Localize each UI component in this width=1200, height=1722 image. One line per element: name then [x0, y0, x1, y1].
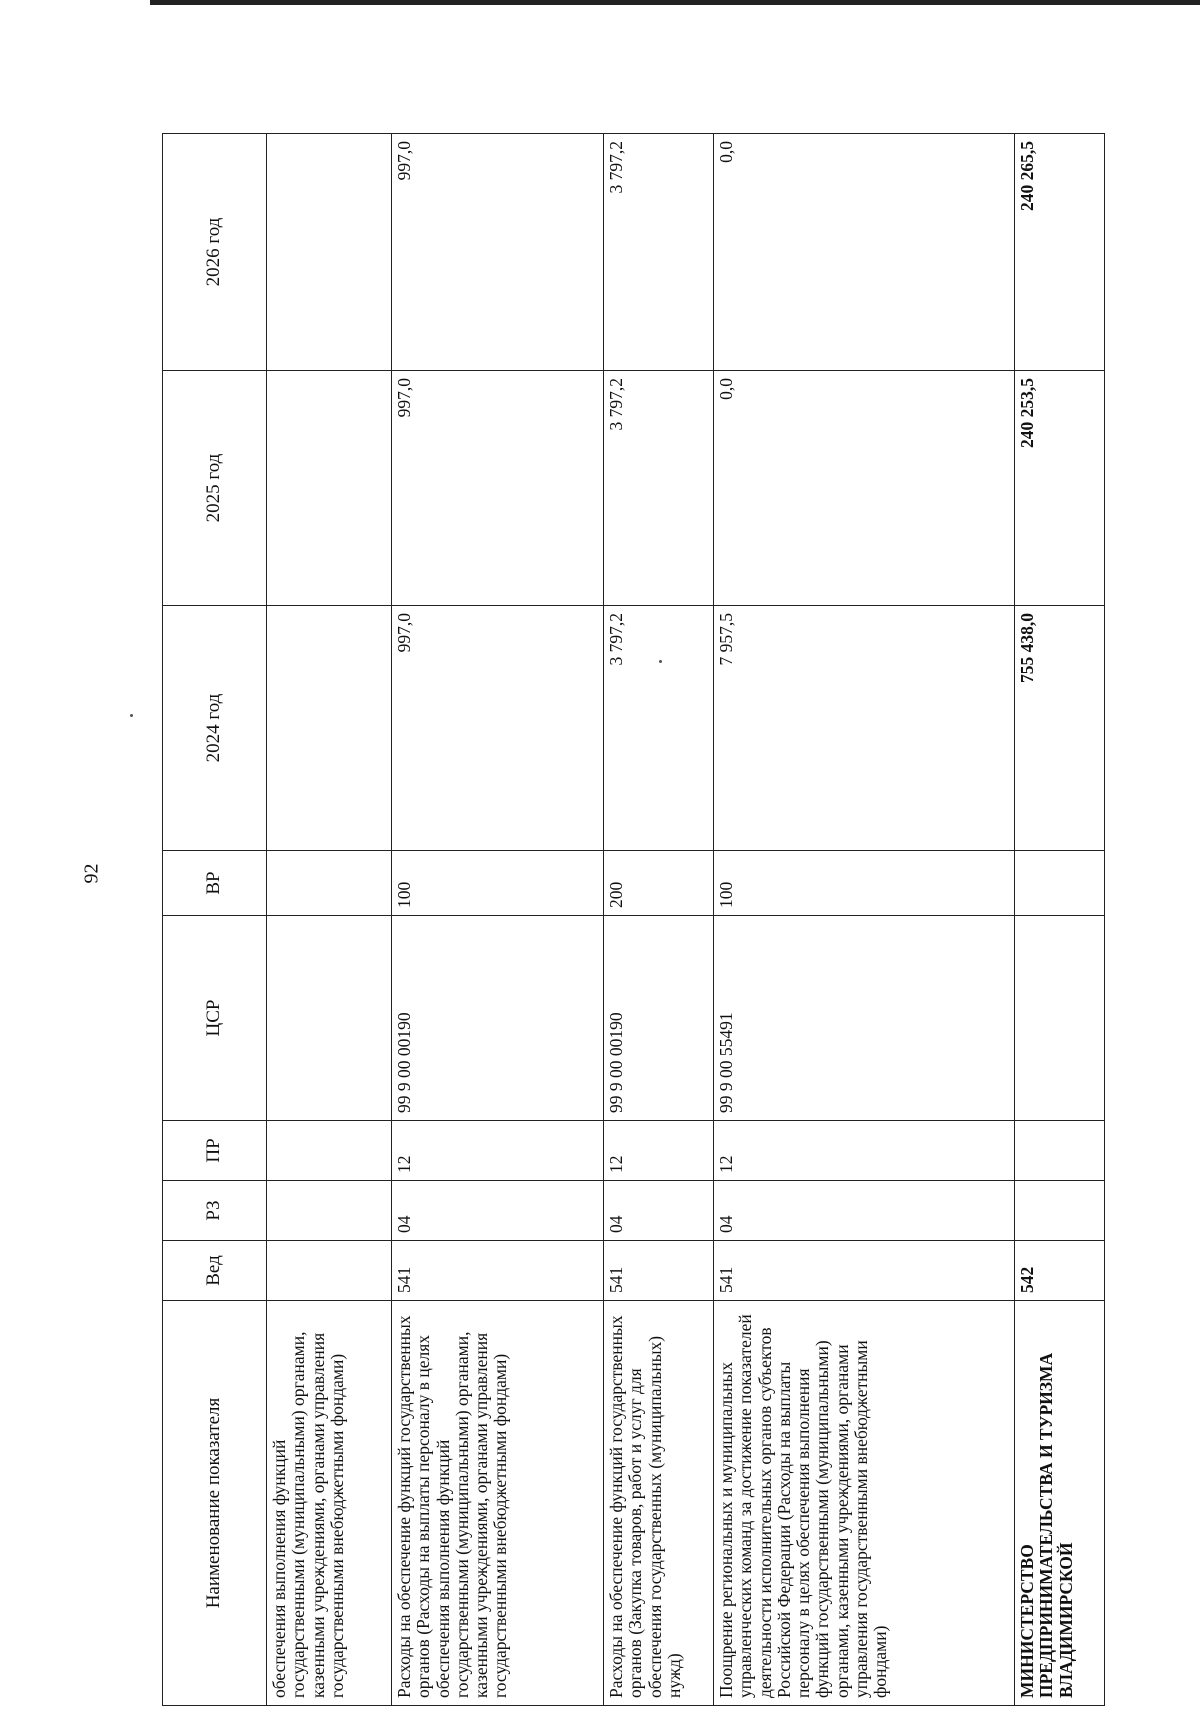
cell-vr: [1015, 851, 1105, 916]
cell-2024: 3 797,2: [604, 606, 714, 851]
budget-table: [162, 133, 1105, 1706]
cell-2024: [267, 606, 392, 851]
cell-vr: 200: [604, 851, 714, 916]
table-header-row: [163, 134, 267, 1706]
cell-2025: 240 253,5: [1015, 371, 1105, 606]
table-row: [267, 134, 392, 1706]
header-2026: 2026 год: [163, 134, 267, 371]
cell-2026: 240 265,5: [1015, 134, 1105, 371]
cell-pr: 12: [604, 1121, 714, 1181]
cell-2026: 0,0: [714, 134, 1015, 371]
cell-2025: [267, 371, 392, 606]
cell-rz: 04: [604, 1181, 714, 1241]
cell-2026: [267, 134, 392, 371]
cell-2026: 3 797,2: [604, 134, 714, 371]
cell-csr: [1015, 916, 1105, 1121]
cell-ved: 541: [392, 1241, 604, 1301]
cell-2026: 997,0: [392, 134, 604, 371]
cell-rz: 04: [714, 1181, 1015, 1241]
header-pr: ПР: [163, 1121, 267, 1181]
table-row: [1015, 134, 1105, 1706]
cell-ved: [267, 1241, 392, 1301]
cell-vr: 100: [714, 851, 1015, 916]
cell-2024: 755 438,0: [1015, 606, 1105, 851]
cell-rz: [267, 1181, 392, 1241]
cell-ved: 541: [714, 1241, 1015, 1301]
cell-name: Расходы на обеспечение функций государственных органов (Расходы на выплаты персоналу в целях обеспечения выполнения функций государственными (муниципальными) органами, казенными учреждениями, органами управления государственными внебюджетными фондами): [392, 1301, 604, 1706]
header-2025: 2025 год: [163, 371, 267, 606]
table-row: [714, 134, 1015, 1706]
cell-vr: 100: [392, 851, 604, 916]
header-2024: 2024 год: [163, 606, 267, 851]
header-ved: Вед: [163, 1241, 267, 1301]
cell-rz: 04: [392, 1181, 604, 1241]
cell-pr: 12: [392, 1121, 604, 1181]
table-row: [604, 134, 714, 1706]
top-edge-line: [150, 0, 1200, 5]
page-number: 92: [80, 863, 103, 884]
cell-name: Поощрение региональных и муниципальных управленческих команд за достижение показателей деятельности исполнительных органов субъектов Российской Федерации (Расходы на выплаты персоналу в целях обеспечения выполнения функций государственными (муниципальными) органами, казенными учреждениями, органами управления государственными внебюджетными фондами): [714, 1301, 1015, 1706]
cell-ved: 541: [604, 1241, 714, 1301]
header-vr: ВР: [163, 851, 267, 916]
cell-rz: [1015, 1181, 1105, 1241]
scan-speck: [130, 714, 133, 717]
cell-csr: 99 9 00 00190: [604, 916, 714, 1121]
cell-pr: [267, 1121, 392, 1181]
cell-2025: 0,0: [714, 371, 1015, 606]
header-rz: РЗ: [163, 1181, 267, 1241]
cell-2025: 3 797,2: [604, 371, 714, 606]
cell-pr: [1015, 1121, 1105, 1181]
cell-2024: 7 957,5: [714, 606, 1015, 851]
cell-2024: 997,0: [392, 606, 604, 851]
cell-csr: [267, 916, 392, 1121]
cell-pr: 12: [714, 1121, 1015, 1181]
table-row: [392, 134, 604, 1706]
rotated-table-container: [162, 134, 1104, 1706]
cell-vr: [267, 851, 392, 916]
header-name: Наименование показателя: [163, 1301, 267, 1706]
cell-csr: 99 9 00 00190: [392, 916, 604, 1121]
cell-csr: 99 9 00 55491: [714, 916, 1015, 1121]
cell-name: Расходы на обеспечение функций государственных органов (Закупка товаров, работ и услуг для обеспечения государственных (муниципальных) нужд): [604, 1301, 714, 1706]
cell-name: обеспечения выполнения функций государственными (муниципальными) органами, казенными учреждениями, органами управления государственными внебюджетными фондами): [267, 1301, 392, 1706]
header-csr: ЦСР: [163, 916, 267, 1121]
cell-ved: 542: [1015, 1241, 1105, 1301]
cell-name: МИНИСТЕРСТВО ПРЕДПРИНИМАТЕЛЬСТВА И ТУРИЗМА ВЛАДИМИРСКОЙ: [1015, 1301, 1105, 1706]
cell-2025: 997,0: [392, 371, 604, 606]
